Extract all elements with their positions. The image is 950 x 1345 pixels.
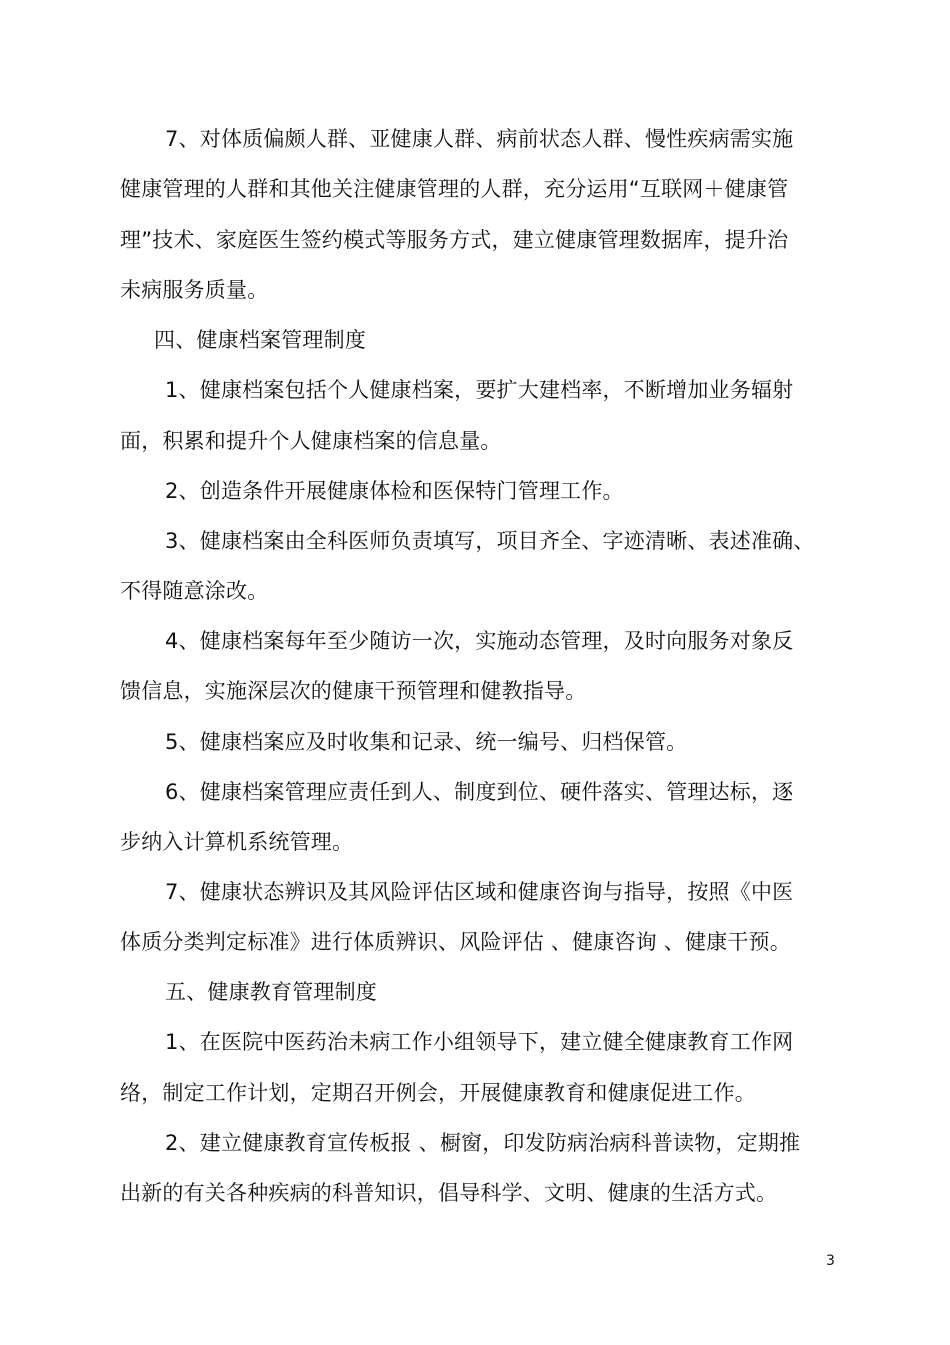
paragraph-7-line-4: 未病服务质量。	[120, 278, 269, 302]
records-item-6-line-1: 6、健康档案管理应责任到人、制度到位、硬件落实、管理达标，逐	[165, 780, 794, 804]
paragraph-7-line-1: 7、对体质偏颇人群、亚健康人群、病前状态人群、慢性疾病需实施	[165, 127, 794, 151]
records-item-4-line-1: 4、健康档案每年至少随访一次，实施动态管理，及时向服务对象反	[165, 629, 794, 653]
education-item-1-line-2: 络，制定工作计划，定期召开例会，开展健康教育和健康促进工作。	[120, 1081, 756, 1105]
section-heading-health-education: 五、健康教育管理制度	[165, 980, 377, 1004]
section-heading-health-records: 四、健康档案管理制度	[154, 328, 366, 352]
paragraph-7-line-3: 理”技术、家庭医生签约模式等服务方式，建立健康管理数据库，提升治	[120, 228, 789, 252]
records-item-3-line-1: 3、健康档案由全科医师负责填写，项目齐全、字迹清晰、表述准确、	[165, 529, 815, 553]
records-item-5: 5、健康档案应及时收集和记录、统一编号、归档保管。	[165, 730, 688, 754]
records-item-7-line-2: 体质分类判定标准》进行体质辨识、风险评估 、健康咨询 、健康干预。	[120, 930, 791, 954]
education-item-1-line-1: 1、在医院中医药治未病工作小组领导下，建立健全健康教育工作网	[165, 1030, 794, 1054]
records-item-1-line-2: 面，积累和提升个人健康档案的信息量。	[120, 429, 502, 453]
records-item-1-line-1: 1、健康档案包括个人健康档案，要扩大建档率，不断增加业务辐射	[165, 378, 794, 402]
records-item-6-line-2: 步纳入计算机系统管理。	[120, 830, 354, 854]
records-item-3-line-2: 不得随意涂改。	[120, 579, 269, 603]
education-item-2-line-1: 2、建立健康教育宣传板报 、橱窗，印发防病治病科普读物，定期推	[165, 1131, 801, 1155]
education-item-2-line-2: 出新的有关各种疾病的科普知识，倡导科学、文明、健康的生活方式。	[120, 1181, 778, 1205]
records-item-7-line-1: 7、健康状态辨识及其风险评估区域和健康咨询与指导，按照《中医	[165, 880, 794, 904]
records-item-2: 2、创造条件开展健康体检和医保特门管理工作。	[165, 479, 624, 503]
records-item-4-line-2: 馈信息，实施深层次的健康干预管理和健教指导。	[120, 679, 587, 703]
paragraph-7-line-2: 健康管理的人群和其他关注健康管理的人群，充分运用“互联网＋健康管	[120, 177, 789, 201]
page-number: 3	[826, 1253, 835, 1269]
